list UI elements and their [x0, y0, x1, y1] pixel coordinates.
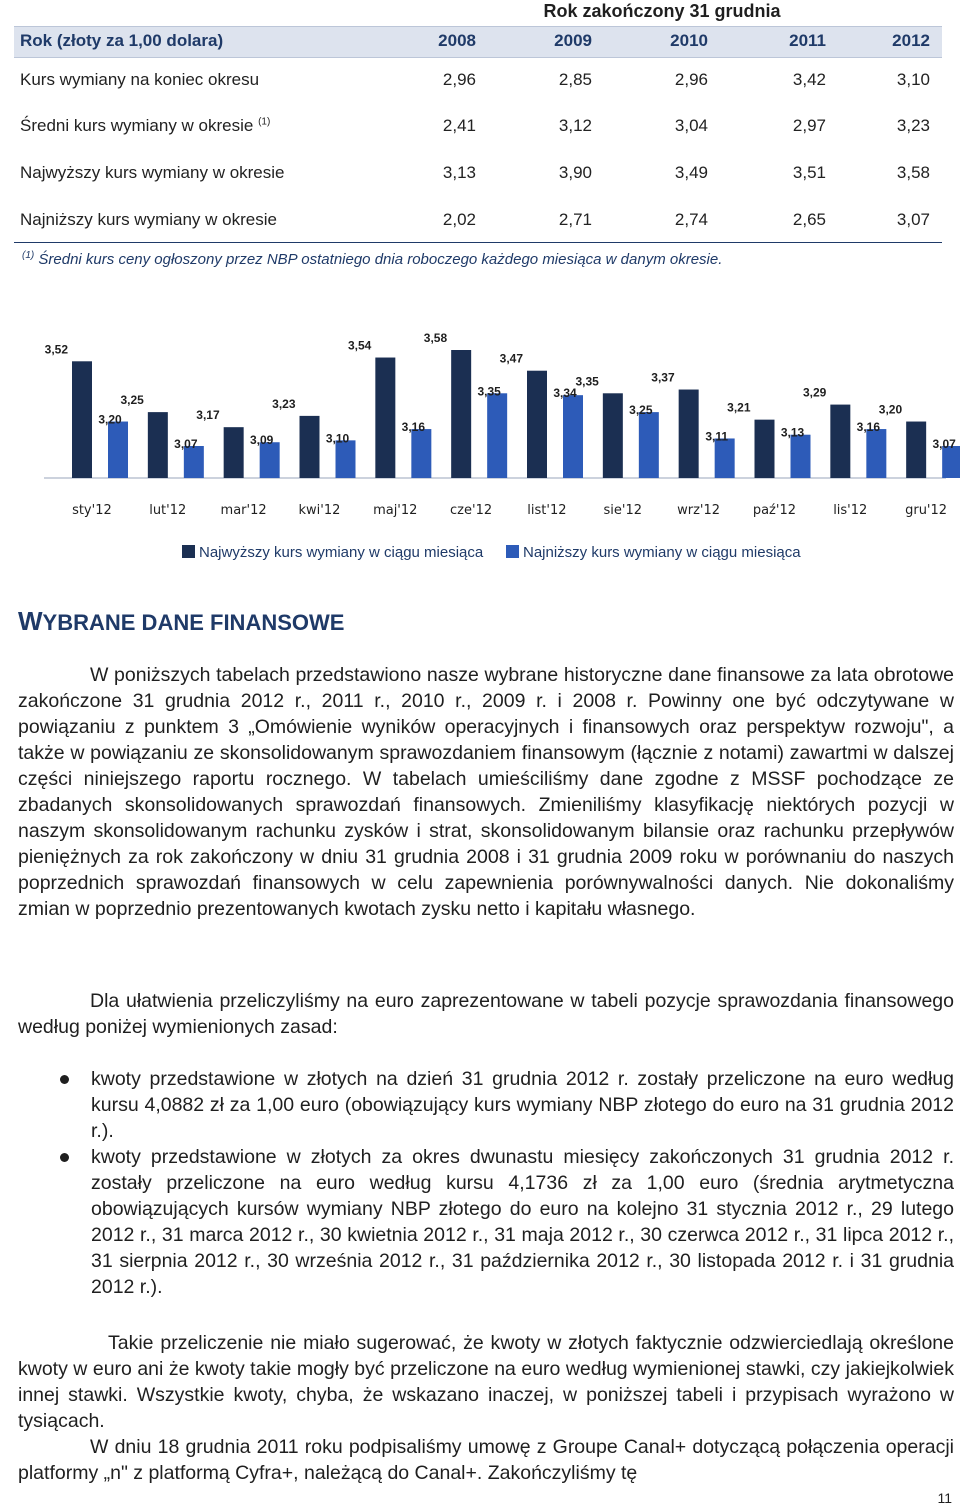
row-label: Kurs wymiany na koniec okresu	[20, 70, 260, 89]
table-cell: 3,23	[896, 116, 930, 135]
bar-low	[715, 438, 735, 478]
table-cell: 3,51	[792, 163, 826, 182]
x-tick-label: kwi'12	[298, 503, 341, 518]
table-cell: 2,96	[442, 70, 476, 89]
legend-swatch-low	[506, 545, 519, 558]
bar-low	[411, 429, 431, 478]
bar-high	[148, 412, 168, 478]
table-cell: 2,74	[674, 210, 708, 229]
table-cell: 2,71	[558, 210, 592, 229]
data-label: 3,16	[401, 420, 426, 435]
bar-low	[487, 393, 507, 478]
year-header: 2011	[789, 31, 826, 50]
table-cell: 3,49	[674, 163, 708, 182]
footnote-marker: (1)	[258, 116, 271, 128]
row-label-text: Średni kurs wymiany w okresie	[20, 116, 254, 135]
list-item-text: kwoty przedstawione w złotych za okres dwunastu miesięcy zakończonych 31 grudnia 2012 r. zostały przeliczone na euro według kursu 4,1736 zł za 1,00 euro (średnia arytmetyczna obowiązujących kursów wymiany NBP złotego do euro na kolejno 31 stycznia 2012 r., 29 lutego 2012 r., 31 marca 2012 r., 30 kwietnia 2012 r., 31 maja 2012 r., 30 czerwca 2012 r., 31 lipca 2012 r., 31 sierpnia 2012 r., 30 września 2012 r., 31 października 2012 r., 30 listopada 2012 r. i 31 grudnia 2012 r.).	[91, 1146, 954, 1298]
data-label: 3,11	[705, 429, 729, 444]
data-label: 3,21	[727, 400, 751, 415]
data-label: 3,25	[120, 393, 144, 408]
x-tick-label: cze'12	[450, 503, 493, 518]
table-cell: 3,12	[558, 116, 592, 135]
data-label: 3,35	[477, 384, 501, 399]
x-tick-label: mar'12	[220, 503, 267, 518]
bar-high	[755, 420, 775, 478]
year-header: 2008	[438, 31, 476, 50]
bar-low	[563, 395, 583, 478]
x-tick-label: sie'12	[603, 503, 642, 518]
row-label: Najniższy kurs wymiany w okresie	[20, 210, 277, 229]
bar-high	[830, 405, 850, 478]
x-tick-label: maj'12	[373, 503, 418, 518]
bar-high	[72, 361, 92, 478]
paragraph-intro: W poniższych tabelach przedstawiono nasze wybrane historyczne dane finansowe za lata obrotowe zakończone 31 grudnia 2012 r., 2011 r., 2010 r., 2009 r. i 2008 r. Powinny one być odczytywane w powiązaniu z punktem 3 „Omówienie wyników operacyjnych i finansowych oraz perspektyw rozwoju", a także w powiązaniu ze skonsolidowanym sprawozdaniem finansowym (łącznie z notami) zawartmi w dalszej części niniejszego raportu rocznego. W tabelach umieściliśmy dane zgodne z MSSF pochodzące ze zbadanych skonsolidowanych sprawozdań finansowych. Zmieniliśmy klasyfikację niektórych pozycji w naszym skonsolidowanym rachunku zysków i strat, skonsolidowanym bilansie oraz rachunku przepływów pieniężnych za rok zakończony w dniu 31 grudnia 2008 i 31 grudnia 2009 roku w porównaniu do naszych poprzednich sprawozdań finansowych w celu zapewnienia porównywalności danych. Nie dokonaliśmy zmian w poprzednio prezentowanych kwotach zysku netto i kapitału własnego.	[18, 664, 954, 920]
data-label: 3,20	[98, 412, 122, 427]
data-label: 3,20	[878, 402, 903, 417]
bar-high	[603, 393, 623, 478]
data-label: 3,35	[575, 374, 599, 389]
table-cell: 2,97	[792, 116, 826, 135]
table-cell: 2,65	[792, 210, 826, 229]
data-label: 3,17	[196, 408, 220, 423]
data-label: 3,10	[325, 431, 350, 446]
section-heading-rest: YBRANE DANE FINANSOWE	[42, 610, 345, 635]
x-tick-label: lis'12	[833, 503, 868, 518]
bar-low	[108, 422, 128, 478]
legend-label-high: Najwyższy kurs wymiany w ciągu miesiąca	[199, 544, 484, 561]
list-item-text: kwoty przedstawione w złotych na dzień 31 grudnia 2012 r. zostały przeliczone na euro według kursu 4,0882 zł za 1,00 euro (obowiązujący kurs wymiany NBP złotego do euro na 31 grudnia 2012 r.).	[91, 1068, 954, 1142]
conversion-rules-list	[60, 1066, 954, 1300]
table-cell: 3,58	[896, 163, 930, 182]
table-cell: 3,04	[674, 116, 708, 135]
page-number: 11	[937, 1490, 952, 1506]
x-tick-label: sty'12	[72, 503, 112, 518]
table-cell: 2,41	[442, 116, 476, 135]
x-tick-label: list'12	[527, 503, 567, 518]
data-label: 3,34	[553, 386, 577, 401]
x-tick-label: wrz'12	[677, 503, 721, 518]
bar-high	[224, 427, 244, 478]
table-cell: 3,10	[896, 70, 930, 89]
table-row	[14, 206, 942, 236]
data-label: 3,47	[499, 351, 523, 366]
paragraph-conversion: Dla ułatwienia przeliczyliśmy na euro zaprezentowane w tabeli pozycje sprawozdania finansowego według poniżej wymienionych zasad:	[18, 990, 954, 1038]
x-tick-label: lut'12	[149, 503, 187, 518]
table-bottom-rule	[14, 242, 942, 243]
bar-high	[451, 350, 471, 478]
list-item	[60, 1066, 954, 1144]
bar-high	[527, 371, 547, 478]
data-label: 3,07	[174, 437, 198, 451]
legend-item-low	[506, 544, 801, 564]
table-cell: 3,90	[558, 163, 592, 182]
section-heading	[18, 606, 344, 637]
legend-swatch-high	[182, 545, 195, 558]
bar-high	[375, 358, 395, 478]
data-label: 3,07	[932, 437, 956, 451]
table-row	[14, 112, 942, 142]
data-label: 3,52	[44, 342, 68, 357]
paragraph-canal-plus: W dniu 18 grudnia 2011 roku podpisaliśmy umowę z Groupe Canal+ dotyczącą połączenia operacji platformy „n" z platformą Cyfra+, należącą do Canal+. Zakończyliśmy tę	[18, 1436, 954, 1484]
table-footnote	[22, 250, 722, 268]
list-item	[60, 1144, 954, 1300]
exchange-rate-bar-chart	[40, 310, 956, 535]
year-header: 2009	[554, 31, 592, 50]
table-cell: 2,85	[558, 70, 592, 89]
table-cell: 3,13	[442, 163, 476, 182]
bullet-icon	[60, 1153, 69, 1162]
row-label	[20, 116, 270, 136]
table-cell: 2,02	[442, 210, 476, 229]
bar-low	[639, 412, 659, 478]
bar-low	[791, 435, 811, 478]
legend-label-low: Najniższy kurs wymiany w ciągu miesiąca	[523, 544, 801, 561]
data-label: 3,37	[651, 370, 675, 385]
table-cell: 2,96	[674, 70, 708, 89]
bar-high	[300, 416, 320, 478]
year-header: 2012	[892, 31, 930, 50]
table-corner-label: Rok (złoty za 1,00 dolara)	[20, 31, 224, 50]
data-label: 3,29	[802, 385, 827, 400]
bullet-icon	[60, 1075, 69, 1084]
year-header: 2010	[670, 31, 708, 50]
table-cell: 3,42	[792, 70, 826, 89]
data-label: 3,13	[780, 425, 805, 440]
table-row	[14, 66, 942, 96]
data-label: 3,58	[423, 331, 448, 345]
bar-low	[866, 429, 886, 478]
data-label: 3,23	[272, 396, 296, 411]
paragraph-disclaimer: Takie przeliczenie nie miało sugerować, że kwoty w złotych faktycznie odzwierciedlają określone kwoty w euro ani że kwoty takie mogły być przeliczone na euro według wymienionej stawki, czy jakiejkolwiek innej stawki. Wszystkie kwoty, chyba, że wskazano inaczej, w poniższej tabeli i przypisach wyrażono w tysiącach.	[18, 1332, 954, 1432]
section-heading-initial: W	[18, 606, 43, 636]
table-cell: 3,07	[896, 210, 930, 229]
footnote-marker: (1)	[22, 250, 35, 261]
row-label: Najwyższy kurs wymiany w okresie	[20, 163, 285, 182]
table-header-row	[14, 26, 942, 58]
bar-high	[906, 422, 926, 478]
table-row	[14, 159, 942, 189]
data-label: 3,09	[249, 433, 274, 448]
bar-low	[260, 442, 280, 478]
footnote-text: Średni kurs ceny ogłoszony przez NBP ostatniego dnia roboczego każdego miesiąca w danym okresie.	[38, 251, 723, 268]
x-tick-label: gru'12	[905, 503, 948, 518]
data-label: 3,25	[629, 403, 653, 418]
x-tick-label: paź'12	[752, 503, 797, 518]
data-label: 3,54	[347, 338, 372, 353]
table-group-header: Rok zakończony 31 grudnia	[543, 1, 781, 21]
bar-low	[336, 440, 356, 478]
legend-item-high	[182, 544, 483, 564]
data-label: 3,16	[856, 420, 881, 435]
bar-high	[679, 390, 699, 478]
